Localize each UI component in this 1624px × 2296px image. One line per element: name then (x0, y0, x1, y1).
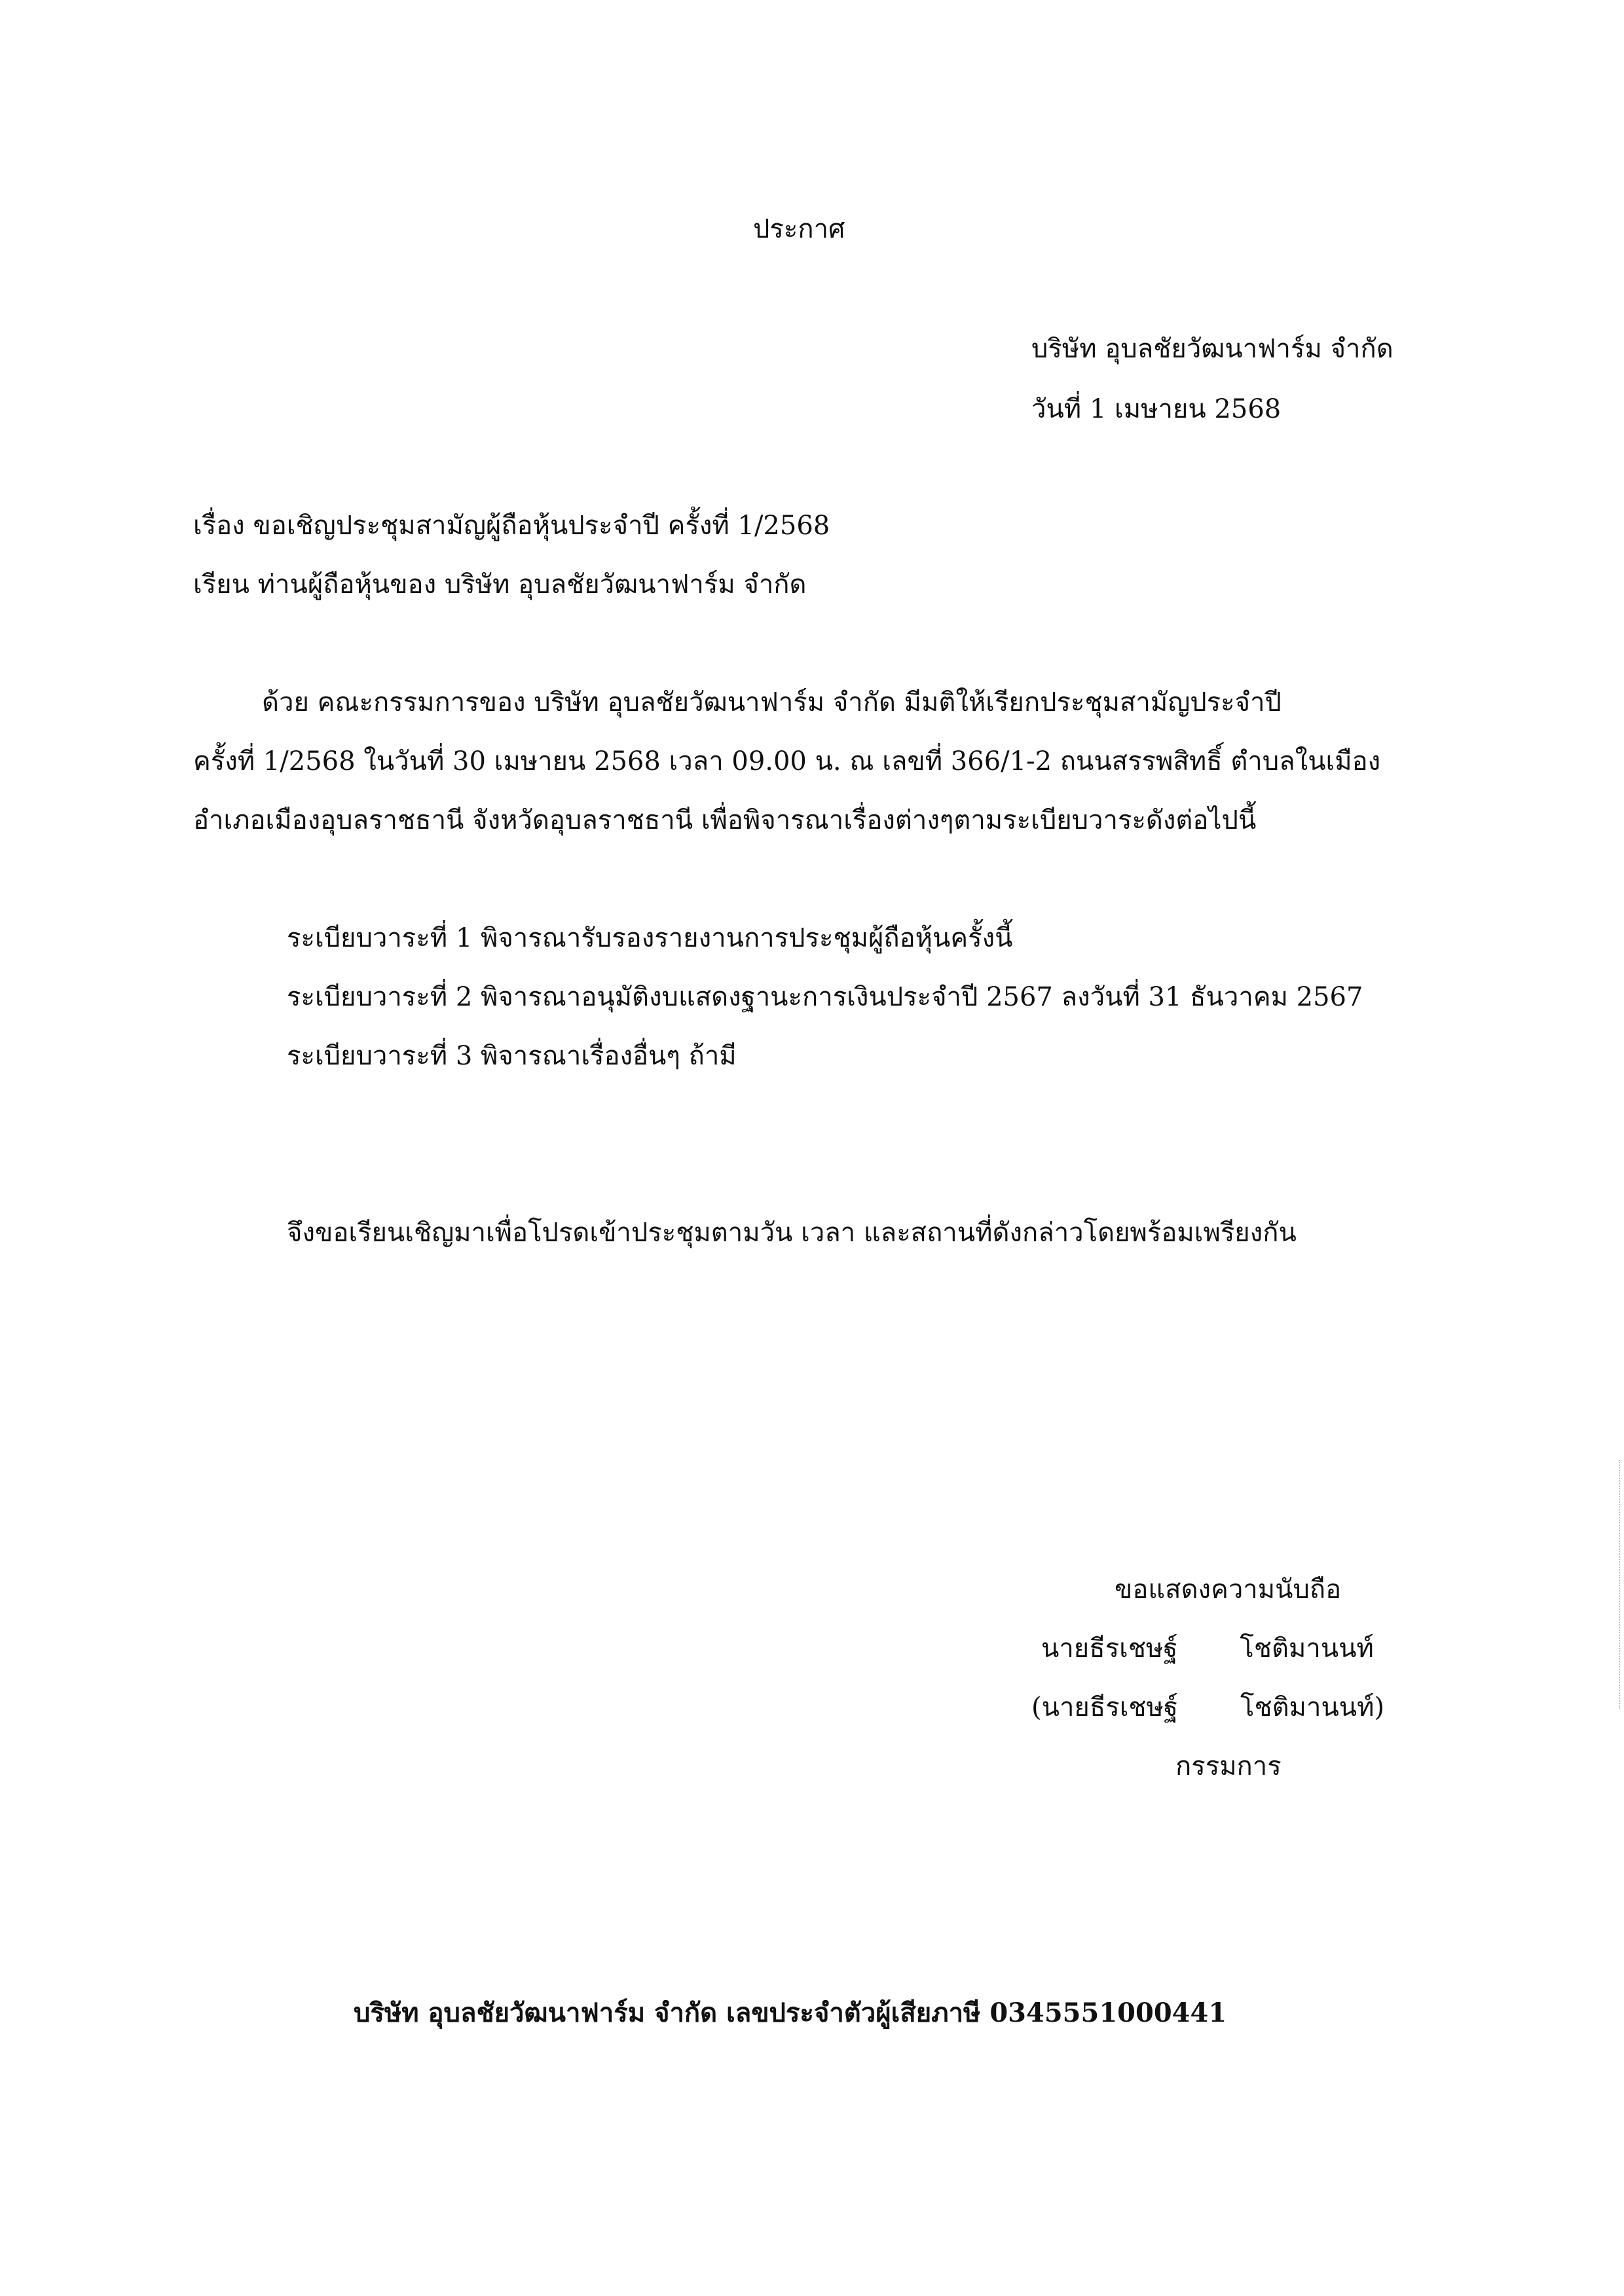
agenda-item: ระเบียบวาระที่ 3 พิจารณาเรื่องอื่นๆ ถ้ามี (287, 1041, 737, 1071)
body-paragraph-line: อำเภอเมืองอุบลราชธานี จังหวัดอุบลราชธานี เพื่อพิจารณาเรื่องต่างๆตามระเบียบวาระดังต่อไปนี้ (193, 805, 1257, 835)
footer-company-tax-id: บริษัท อุบลชัยวัฒนาฟาร์ม จำกัด เลขประจำตัวผู้เสียภาษี 0345551000441 (354, 1997, 1227, 2028)
signature-last-name: โชติมานนท์ (1240, 1633, 1374, 1664)
agenda-item: ระเบียบวาระที่ 2 พิจารณาอนุมัติงบแสดงฐานะการเงินประจำปี 2567 ลงวันที่ 31 ธันวาคม 2567 (287, 982, 1363, 1012)
header-company: บริษัท อุบลชัยวัฒนาฟาร์ม จำกัด (1031, 334, 1393, 364)
header-date: วันที่ 1 เมษายน 2568 (1031, 394, 1282, 424)
subject-line: เรื่อง ขอเชิญประชุมสามัญผู้ถือหุ้นประจำปี ครั้งที่ 1/2568 (193, 511, 830, 541)
addressee-line: เรียน ท่านผู้ถือหุ้นของ บริษัท อุบลชัยวัฒนาฟาร์ม จำกัด (193, 570, 807, 600)
signature-regards: ขอแสดงความนับถือ (1115, 1575, 1342, 1605)
agenda-item: ระเบียบวาระที่ 1 พิจารณารับรองรายงานการประชุมผู้ถือหุ้นครั้งนี้ (287, 923, 1013, 953)
signature-first-name-paren: (นายธีรเชษฐ์ (1031, 1692, 1179, 1722)
closing-statement: จึงขอเรียนเชิญมาเพื่อโปรดเข้าประชุมตามวัน เวลา และสถานที่ดังกล่าวโดยพร้อมเพรียงกัน (287, 1218, 1297, 1248)
signature-name-parenthesized (1031, 1689, 1384, 1726)
body-paragraph-line: ครั้งที่ 1/2568 ในวันที่ 30 เมษายน 2568 เวลา 09.00 น. ณ เลขที่ 366/1-2 ถนนสรรพสิทธิ์ ตำบลในเมือง (193, 746, 1381, 776)
document-title: ประกาศ (753, 214, 845, 244)
signature-first-name: นายธีรเชษฐ์ (1041, 1633, 1178, 1664)
scan-margin-mark (1619, 1460, 1621, 1709)
signature-last-name-paren: โชติมานนท์) (1240, 1692, 1385, 1722)
signature-name (1041, 1630, 1374, 1667)
body-paragraph-line: ด้วย คณะกรรมการของ บริษัท อุบลชัยวัฒนาฟาร์ม จำกัด มีมติให้เรียกประชุมสามัญประจำปี (262, 687, 1282, 718)
signature-position: กรรมการ (1175, 1751, 1282, 1781)
